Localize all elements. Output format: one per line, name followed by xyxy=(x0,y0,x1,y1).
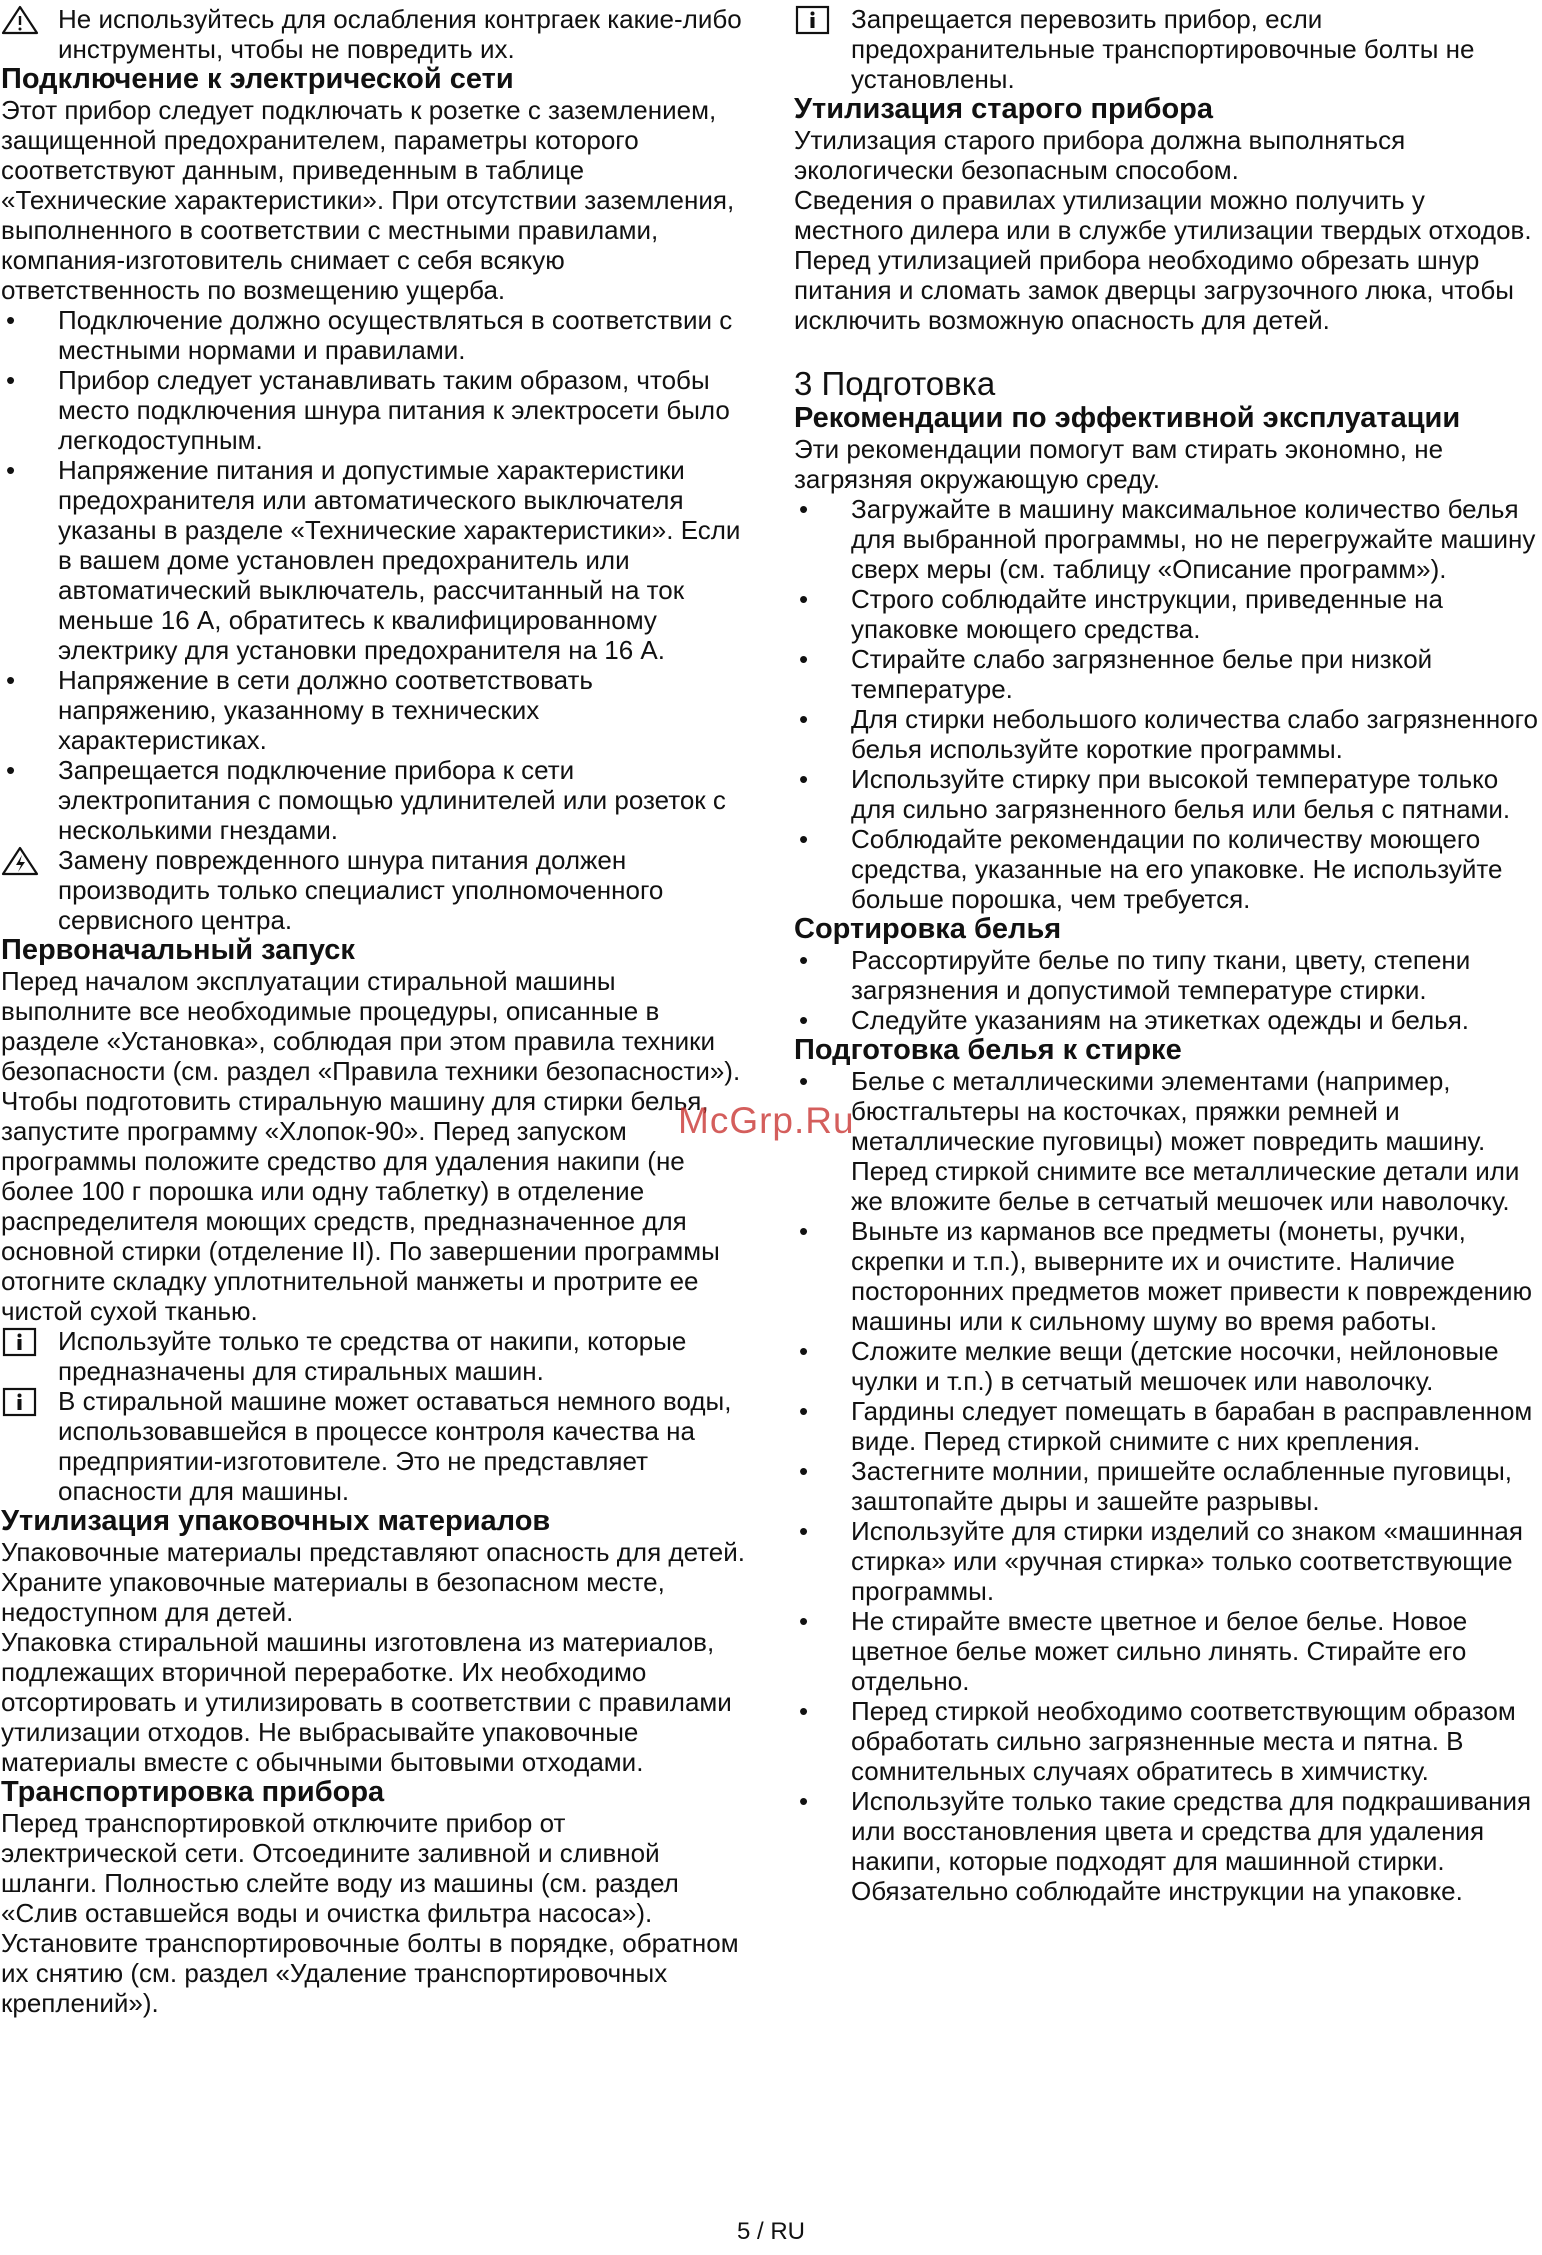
paragraph-first-run-2: Чтобы подготовить стиральную машину для стирки белья, запустите программу «Хлопок-90». Перед запуском программы положите средство для удаления накипи (не более 100 г порошка или одну таблетку) в отделение распределителя моющих средств, предназначенное для основной стирки (отделение II). По завершении программы отогните складку уплотнительной манжеты и протрите ее чистой сухой тканью. xyxy=(1,1086,720,1326)
list-item: • Следуйте указаниям на этикетках одежды и белья. xyxy=(799,1005,1470,1035)
right-column xyxy=(794,4,1540,1906)
list-item: • Сложите мелкие вещи (детские носочки, нейлоновые чулки и т.п.) в сетчатый мешочек или наволочку. xyxy=(799,1336,1499,1396)
list-item: • Используйте только такие средства для подкрашивания или восстановления цвета и средства для удаления накипи, которые подходят для машинной стирки. Обязательно соблюдайте инструкции на упаковке. xyxy=(799,1786,1532,1906)
heading-sorting: Сортировка белья xyxy=(794,913,1062,945)
paragraph-efficient: Эти рекомендации помогут вам стирать экономно, не загрязняя окружающую среду. xyxy=(794,434,1444,494)
heading-electrical-connection: Подключение к электрической сети xyxy=(1,63,514,95)
warning-note-power-cord: Замену поврежденного шнура питания должен производить только специалист уполномоченного сервисного центра. xyxy=(1,845,749,935)
watermark: McGrp.Ru xyxy=(678,1100,855,1141)
list-item: • Прибор следует устанавливать таким образом, чтобы место подключения шнура питания к электросети было легкодоступным. xyxy=(6,365,730,455)
paragraph-old-2: Сведения о правилах утилизации можно получить у местного дилера или в службе утилизации твердых отходов. xyxy=(794,185,1532,245)
list-item: • Рассортируйте белье по типу ткани, цвету, степени загрязнения и допустимой температуре стирки. xyxy=(799,945,1471,1005)
list-item: • Соблюдайте рекомендации по количеству моющего средства, указанные на его упаковке. Не используйте больше порошка, чем требуется. xyxy=(799,824,1503,914)
list-item: • Запрещается подключение прибора к сети электропитания с помощью удлинителей или розеток с несколькими гнездами. xyxy=(6,755,726,845)
paragraph-electrical: Этот прибор следует подключать к розетке с заземлением, защищенной предохранителем, параметры которого соответствуют данным, приведенным в таблице «Технические характеристики». При отсутствии заземления, выполненного в соответствии с местными правилами, компания-изготовитель снимает с себя всякую ответственность по возмещению ущерба. xyxy=(1,95,735,305)
warning-icon xyxy=(1,5,39,35)
list-item: • Загружайте в машину максимальное количество белья для выбранной программы, но не перегружайте машину сверх меры (см. таблицу «Описание программ»). xyxy=(799,494,1536,584)
list-item: • Напряжение в сети должно соответствовать напряжению, указанному в технических характеристиках. xyxy=(6,665,593,755)
left-column xyxy=(1,4,749,2018)
heading-first-run: Первоначальный запуск xyxy=(1,934,355,966)
list-efficient xyxy=(794,494,1540,914)
list-item: • Напряжение питания и допустимые характеристики предохранителя или автоматического выключателя указаны в разделе «Технические характеристики». Если в вашем доме установлен предохранитель или автоматический выключатель, рассчитанный на ток меньше 16 А, обратитесь к квалифицированному электрику для установки предохранителя на 16 А. xyxy=(6,455,741,665)
heading-packaging-disposal: Утилизация упаковочных материалов xyxy=(1,1505,551,1537)
list-electrical xyxy=(1,305,749,845)
info-icon xyxy=(1,1387,39,1417)
list-preparation xyxy=(794,1066,1540,1906)
warning-note-locknuts: Не используйтесь для ослабления контргаек какие-либо инструменты, чтобы не повредить их. xyxy=(1,4,749,64)
paragraph-first-run-1: Перед началом эксплуатации стиральной машины выполните все необходимые процедуры, описанные в разделе «Установка», соблюдая при этом правила техники безопасности (см. раздел «Правила техники безопасности»). xyxy=(1,966,741,1086)
list-sorting xyxy=(794,945,1540,1035)
list-item: • Застегните молнии, пришейте ослабленные пуговицы, заштопайте дыры и зашейте разрывы. xyxy=(799,1456,1513,1516)
info-note-residual-water: В стиральной машине может оставаться немного воды, использовавшейся в процессе контроля качества на предприятии-изготовителе. Это не представляет опасности для машины. xyxy=(1,1386,749,1506)
list-item: • Строго соблюдайте инструкции, приведенные на упаковке моющего средства. xyxy=(799,584,1443,644)
list-item: • Для стирки небольшого количества слабо загрязненного белья используйте короткие программы. xyxy=(799,704,1539,764)
section-title: 3 Подготовка xyxy=(794,365,996,402)
page-number: 5 / RU xyxy=(736,2218,805,2245)
electric-warning-icon xyxy=(1,846,39,876)
list-item: • Перед стиркой необходимо соответствующим образом обработать сильно загрязненные места и пятна. В сомнительных случаях обратитесь в химчистку. xyxy=(799,1696,1516,1786)
heading-old-appliance-disposal: Утилизация старого прибора xyxy=(794,93,1213,125)
heading-transportation: Транспортировка прибора xyxy=(1,1776,385,1808)
info-note-transport-bolts: Запрещается перевозить прибор, если предохранительные транспортировочные болты не установлены. xyxy=(794,4,1540,94)
heading-laundry-preparation: Подготовка белья к стирке xyxy=(794,1034,1182,1066)
list-item: • Используйте для стирки изделий со знаком «машинная стирка» или «ручная стирка» только соответствующие программы. xyxy=(799,1516,1523,1606)
paragraph-transportation: Перед транспортировкой отключите прибор от электрической сети. Отсоедините заливной и сливной шланги. Полностью слейте воду из машины (см. раздел «Слив оставшейся воды и очистка фильтра насоса»). Установите транспортировочные болты в порядке, обратном их снятию (см. раздел «Удаление транспортировочных креплений»). xyxy=(1,1808,739,2018)
info-icon xyxy=(1,1327,39,1357)
list-item: • Выньте из карманов все предметы (монеты, ручки, скрепки и т.п.), выверните их и очистите. Наличие посторонних предметов может привести к повреждению машины или к сильному шуму во время работы. xyxy=(799,1216,1533,1336)
paragraph-old-1: Утилизация старого прибора должна выполняться экологически безопасным способом. xyxy=(794,125,1406,185)
list-item: • Белье с металлическими элементами (например, бюстгальтеры на косточках, пряжки ремней и металлические пуговицы) может повредить машину. Перед стиркой снимите все металлические детали или же вложите белье в сетчатый мешочек или наволочку. xyxy=(799,1066,1520,1216)
paragraph-packaging-1: Упаковочные материалы представляют опасность для детей. Храните упаковочные материалы в безопасном месте, недоступном для детей. xyxy=(1,1537,745,1627)
paragraph-old-3: Перед утилизацией прибора необходимо обрезать шнур питания и сломать замок дверцы загрузочного люка, чтобы исключить возможную опасность для детей. xyxy=(794,245,1514,335)
list-item: • Используйте стирку при высокой температуре только для сильно загрязненного белья или белья с пятнами. xyxy=(799,764,1511,824)
info-icon xyxy=(794,5,832,35)
list-item: • Стирайте слабо загрязненное белье при низкой температуре. xyxy=(799,644,1433,704)
list-item: • Не стирайте вместе цветное и белое белье. Новое цветное белье может сильно линять. Стирайте его отдельно. xyxy=(799,1606,1468,1696)
info-note-descaler: Используйте только те средства от накипи, которые предназначены для стиральных машин. xyxy=(1,1326,749,1386)
paragraph-packaging-2: Упаковка стиральной машины изготовлена из материалов, подлежащих вторичной переработке. Их необходимо отсортировать и утилизировать в соответствии с правилами утилизации отходов. Не выбрасывайте упаковочные материалы вместе с обычными бытовыми отходами. xyxy=(1,1627,732,1777)
list-item: • Подключение должно осуществляться в соответствии с местными нормами и правилами. xyxy=(6,305,733,365)
list-item: • Гардины следует помещать в барабан в расправленном виде. Перед стиркой снимите с них крепления. xyxy=(799,1396,1533,1456)
heading-efficient-use: Рекомендации по эффективной эксплуатации xyxy=(794,402,1461,434)
